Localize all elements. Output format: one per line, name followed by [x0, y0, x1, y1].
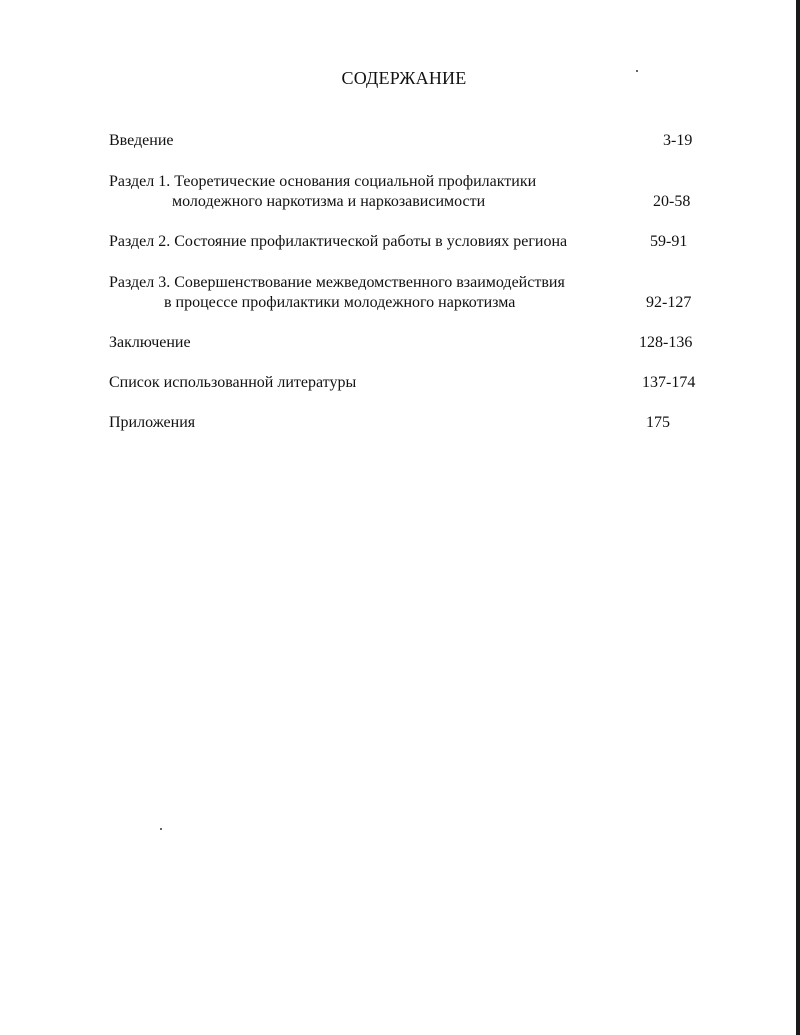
toc-entry-section-1-line-2: молодежного наркотизма и наркозависимости	[172, 193, 486, 210]
toc-page-section-2: 59-91	[650, 233, 688, 250]
toc-entry-appendices: Приложения	[109, 414, 196, 431]
toc-entry-section-3-line-2: в процессе профилактики молодежного наркотизма	[164, 294, 516, 311]
toc-page-conclusion: 128-136	[639, 334, 693, 351]
toc-page-introduction: 3-19	[663, 132, 693, 149]
page-edge	[796, 0, 800, 1035]
toc-entry-conclusion: Заключение	[109, 334, 191, 351]
toc-entry-section-2: Раздел 2. Состояние профилактической работы в условиях региона	[109, 233, 568, 250]
toc-page-section-3: 92-127	[646, 294, 692, 311]
toc-page-section-1: 20-58	[653, 193, 691, 210]
page-title: СОДЕРЖАНИЕ	[341, 68, 467, 88]
toc-entry-section-1-line-1: Раздел 1. Теоретические основания социальной профилактики	[109, 173, 537, 190]
toc-entry-section-3-line-1: Раздел 3. Совершенствование межведомственного взаимодействия	[109, 274, 565, 291]
toc-entry-introduction: Введение	[109, 132, 174, 149]
scan-speck	[160, 828, 162, 830]
toc-page-appendices: 175	[646, 414, 670, 431]
toc-page-bibliography: 137-174	[642, 374, 696, 391]
toc-entry-bibliography: Список использованной литературы	[109, 374, 357, 391]
